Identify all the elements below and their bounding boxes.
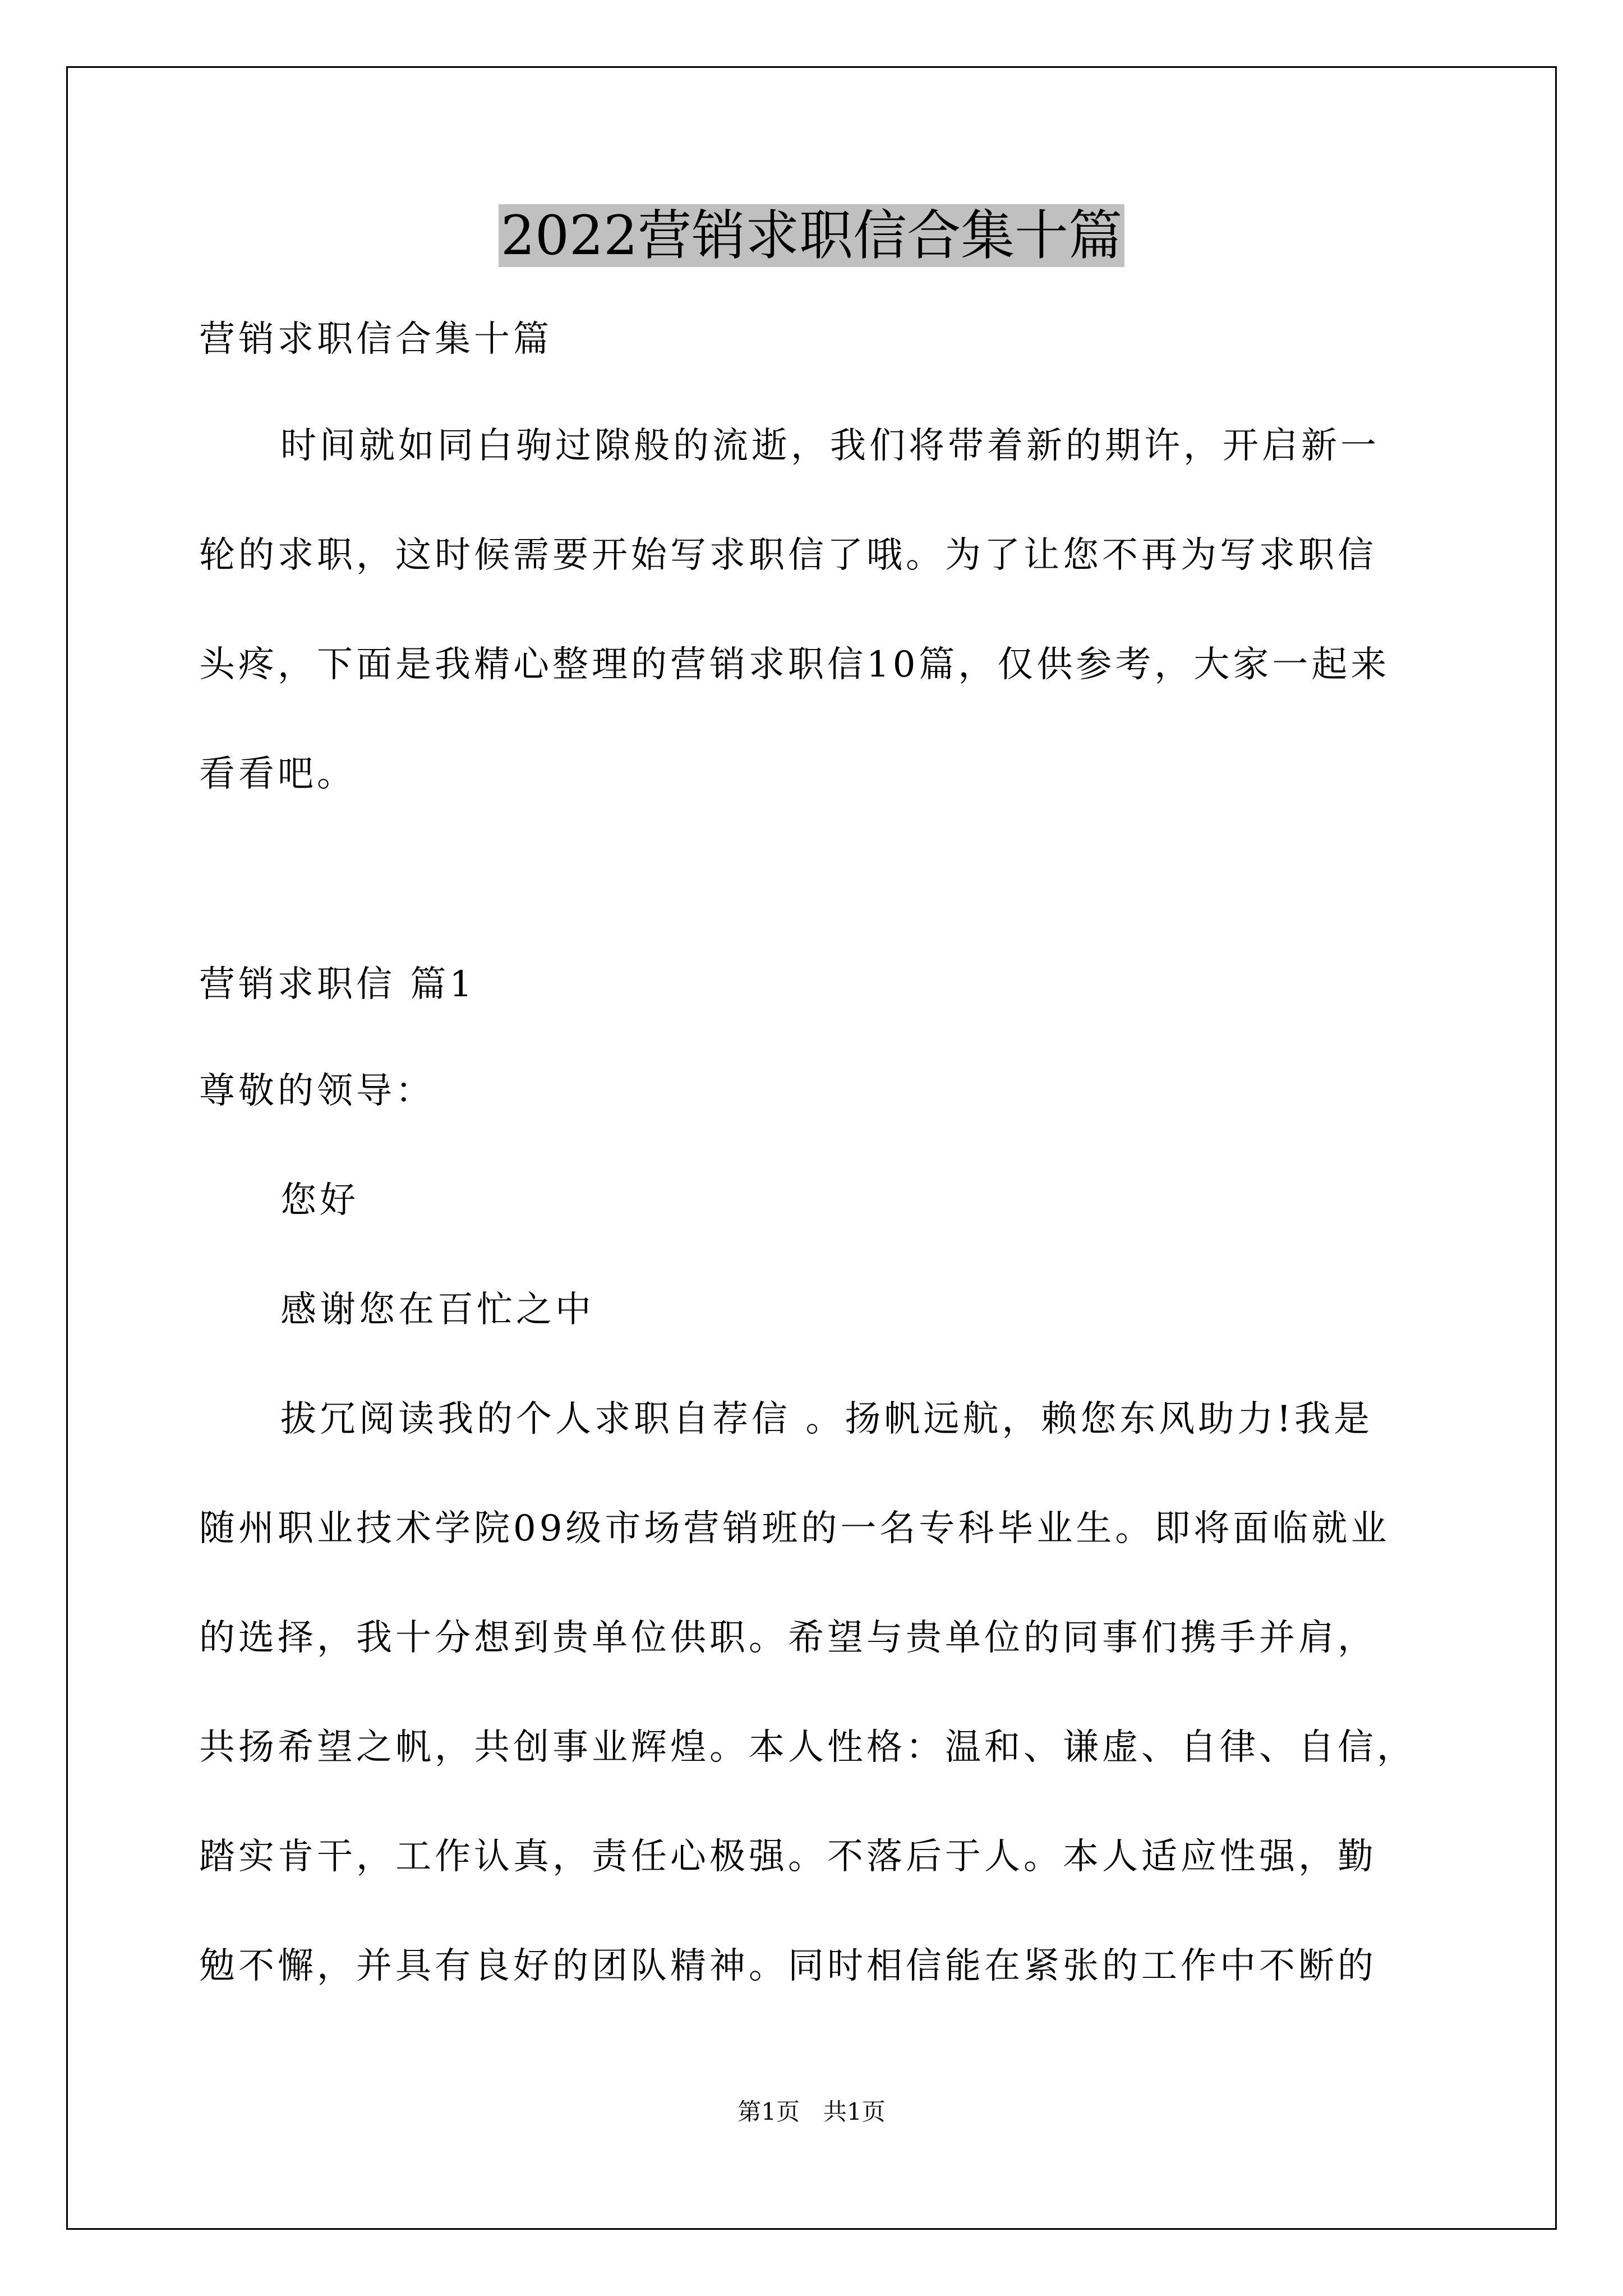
body-line: 踏实肯干，工作认真，责任心极强。不落后于人。本人适应性强，勤 xyxy=(199,1836,1377,1878)
document-title xyxy=(0,199,1623,272)
body-line: 勉不懈，并具有良好的团队精神。同时相信能在紧张的工作中不断的 xyxy=(199,1945,1377,1987)
body-line: 随州职业技术学院09级市场营销班的一名专科毕业生。即将面临就业 xyxy=(199,1508,1390,1549)
subtitle: 营销求职信合集十篇 xyxy=(199,319,552,360)
page-footer: 第1页 共1页 xyxy=(737,2098,886,2125)
section-heading: 营销求职信 篇1 xyxy=(199,964,476,1005)
body-line: 共扬希望之帆，共创事业辉煌。本人性格：温和、谦虚、自律、自信， xyxy=(199,1727,1416,1768)
intro-line: 看看吧。 xyxy=(199,753,356,795)
thanks-line: 感谢您在百忙之中 xyxy=(280,1289,594,1331)
document-title-text: 2022营销求职信合集十篇 xyxy=(499,204,1124,267)
body-line: 拔冗阅读我的个人求职自荐信 。扬帆远航，赖您东风助力!我是 xyxy=(280,1398,1373,1440)
salutation: 尊敬的领导： xyxy=(199,1070,435,1112)
intro-line: 头疼，下面是我精心整理的营销求职信10篇，仅供参考，大家一起来 xyxy=(199,644,1390,685)
intro-line: 轮的求职，这时候需要开始写求职信了哦。为了让您不再为写求职信 xyxy=(199,535,1377,576)
page-border xyxy=(66,66,1557,2230)
greeting: 您好 xyxy=(280,1180,359,1221)
body-line: 的选择，我十分想到贵单位供职。希望与贵单位的同事们携手并肩， xyxy=(199,1617,1377,1659)
intro-line: 时间就如同白驹过隙般的流逝，我们将带着新的期许，开启新一 xyxy=(280,425,1380,467)
